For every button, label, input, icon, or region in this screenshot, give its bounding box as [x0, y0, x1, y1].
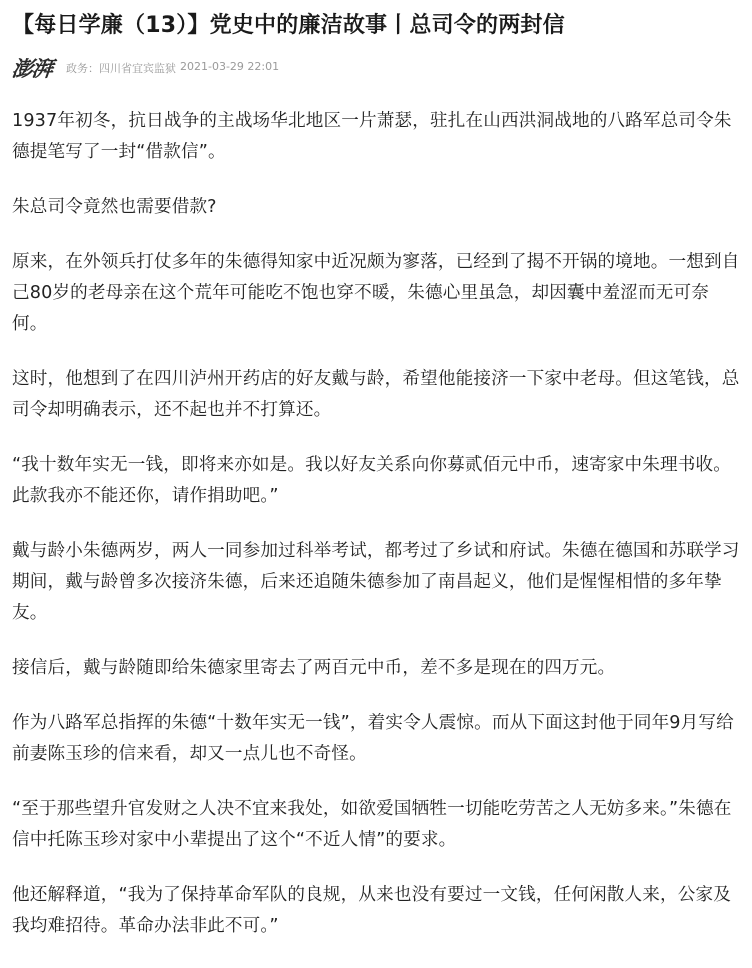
paragraph: 他还解释道，“我为了保持革命军队的良规，从来也没有要过一文钱，任何闲散人来，公家及我均难招待。革命办法非此不可。”: [12, 885, 732, 936]
paragraph: 这时，他想到了在四川泸州开药店的好友戴与龄，希望他能接济一下家中老母。但这笔钱，总司令却明确表示，还不起也并不打算还。: [12, 369, 740, 420]
paragraph: 作为八路军总指挥的朱德“十数年实无一钱”，着实令人震惊。而从下面这封他于同年9月写给前妻陈玉珍的信来看，却又一点儿也不奇怪。: [12, 713, 734, 764]
article-meta: [12, 55, 279, 81]
paragraph: 接信后，戴与龄随即给朱德家里寄去了两百元中币，差不多是现在的四万元。: [12, 658, 616, 678]
publish-time: 2021-03-29 22:01: [180, 60, 280, 73]
paragraph: 朱总司令竟然也需要借款?: [12, 197, 217, 217]
source-account[interactable]: 政务：四川省宜宾监狱: [66, 62, 176, 75]
paragraph: 原来，在外领兵打仗多年的朱德得知家中近况颇为寥落，已经到了揭不开锅的境地。一想到自己80岁的老母亲在这个荒年可能吃不饱也穿不暖，朱德心里虽急，却因囊中羞涩而无可奈何。: [12, 252, 740, 334]
paragraph: 1937年初冬，抗日战争的主战场华北地区一片萧瑟，驻扎在山西洪洞战地的八路军总司令朱德提笔写了一封“借款信”。: [12, 111, 732, 162]
paragraph: “我十数年实无一钱，即将来亦如是。我以好友关系向你募贰佰元中币，速寄家中朱理书收。此款我亦不能还你，请作捐助吧。”: [12, 455, 732, 506]
article-title: 【每日学廉（13）】党史中的廉洁故事丨总司令的两封信: [12, 13, 565, 38]
paragraph: 戴与龄小朱德两岁，两人一同参加过科举考试，都考过了乡试和府试。朱德在德国和苏联学习期间，戴与龄曾多次接济朱德，后来还追随朱德参加了南昌起义，他们是惺惺相惜的多年挚友。: [12, 541, 740, 623]
paragraph: “至于那些望升官发财之人决不宜来我处，如欲爱国牺牲一切能吃劳苦之人无妨多来。”朱德在信中托陈玉珍对家中小辈提出了这个“不近人情”的要求。: [12, 799, 732, 850]
thepaper-logo[interactable]: 澎湃: [10, 56, 54, 81]
meta-text: [66, 60, 279, 76]
article-body: [12, 106, 740, 964]
